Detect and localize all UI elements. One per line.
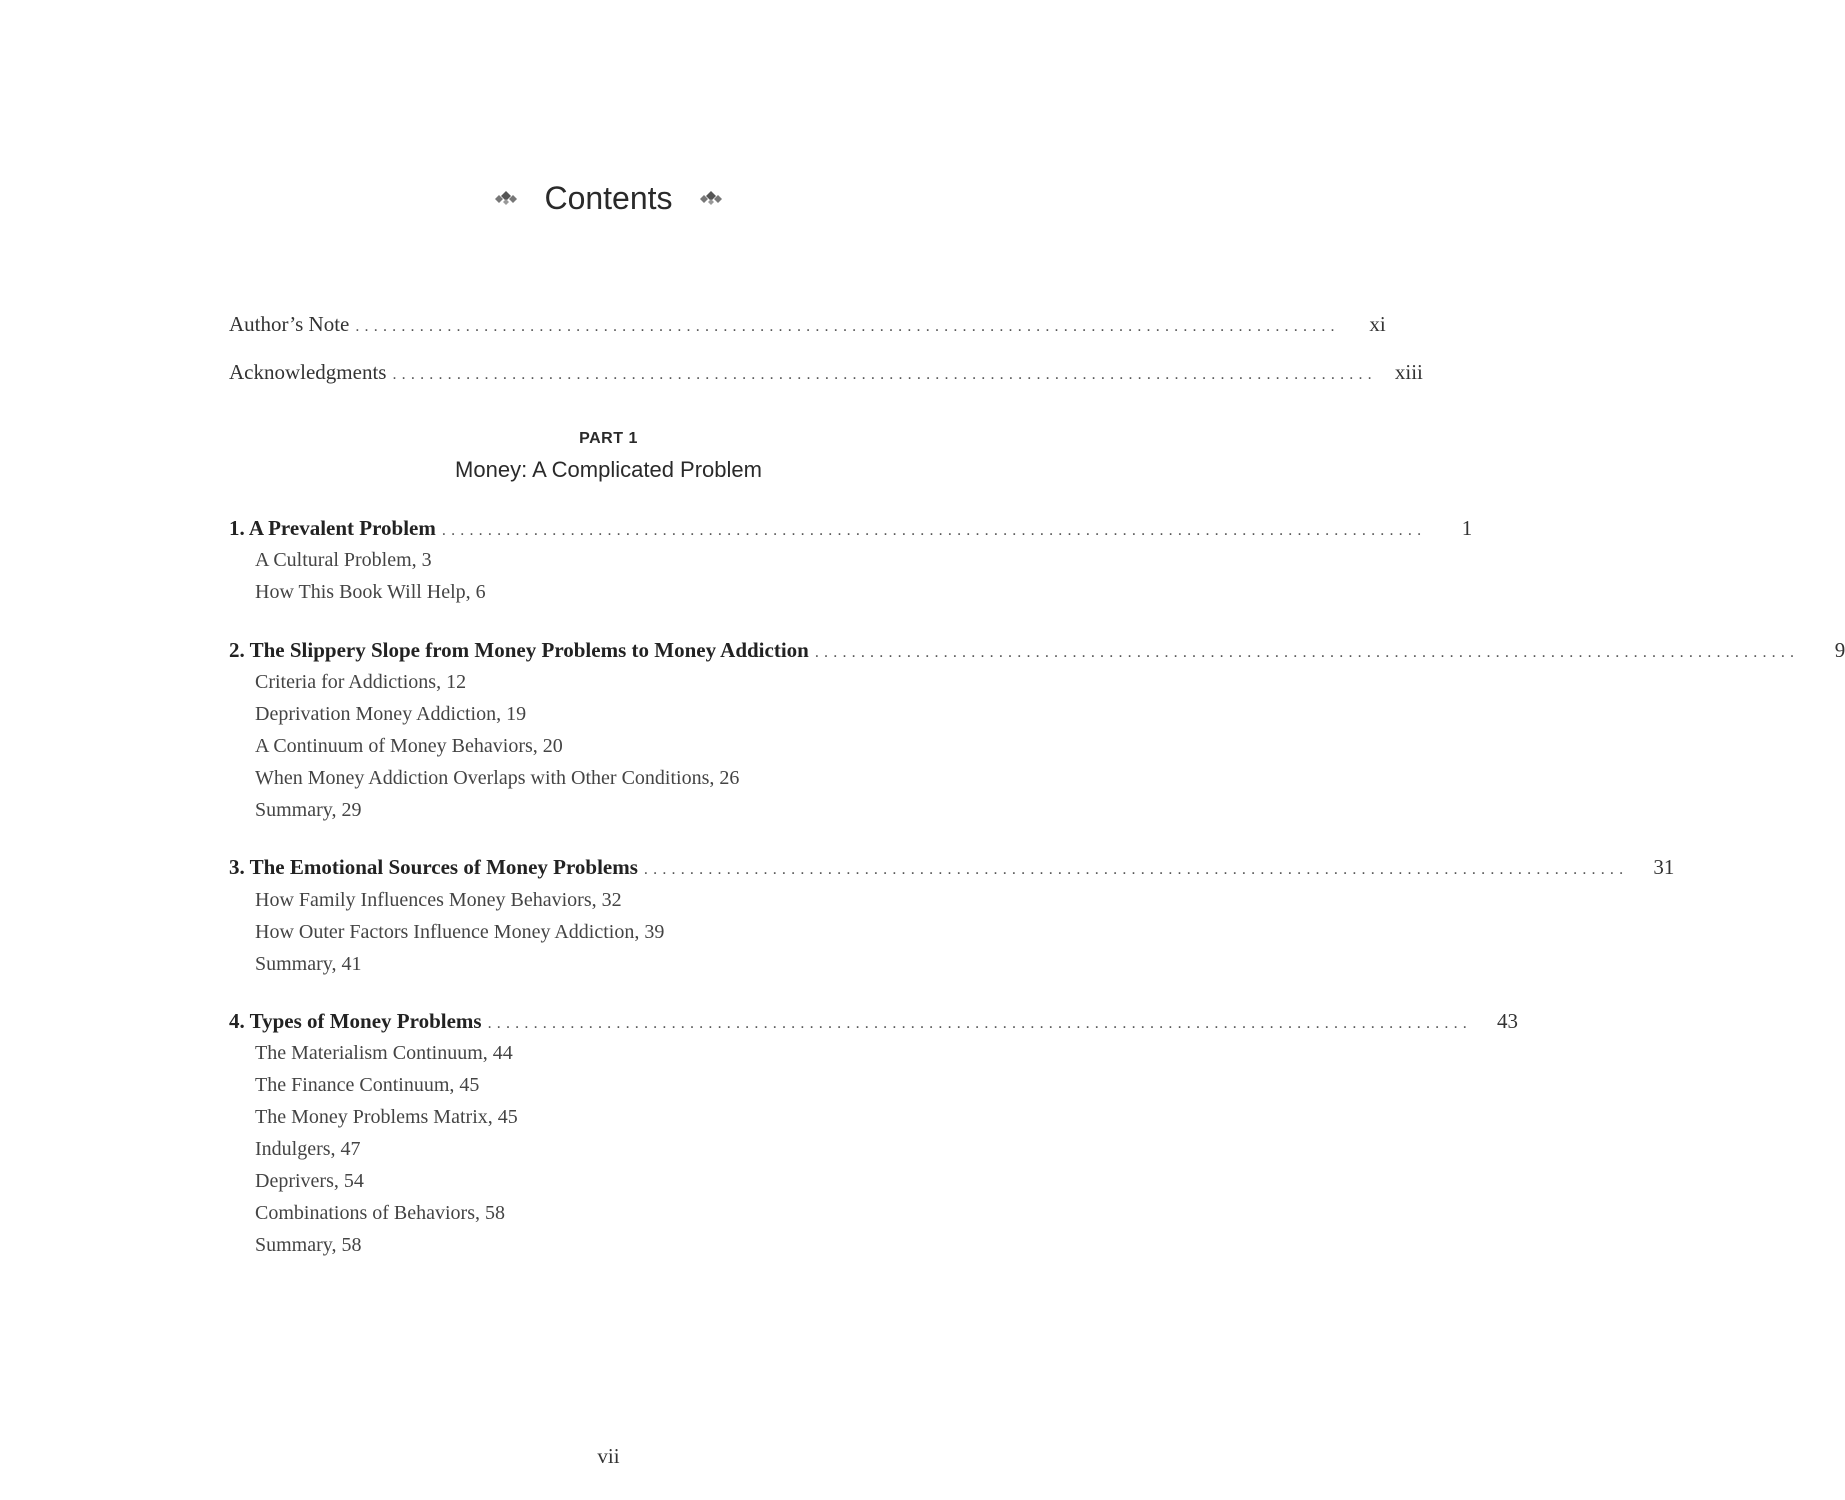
toc-chapter-1[interactable] xyxy=(229,514,1473,545)
toc-subentry[interactable]: Combinations of Behaviors, 58 xyxy=(255,1202,505,1224)
toc-chapter-page: 31 xyxy=(1653,855,1675,879)
toc-subentry[interactable]: Summary, 41 xyxy=(255,953,362,975)
toc-subentry[interactable]: The Materialism Continuum, 44 xyxy=(255,1042,513,1064)
toc-subentry[interactable]: When Money Addiction Overlaps with Other Conditions, 26 xyxy=(255,767,740,789)
page-number: vii xyxy=(597,1444,620,1468)
diamond-ornament-icon xyxy=(492,188,520,208)
toc-subentry[interactable]: How Family Influences Money Behaviors, 32 xyxy=(255,889,622,911)
toc-entry-label: Author’s Note xyxy=(229,312,350,336)
contents-heading xyxy=(0,176,1217,220)
toc-subentry[interactable]: Deprivation Money Addiction, 19 xyxy=(255,703,527,725)
toc-chapter-2[interactable] xyxy=(229,636,1845,667)
toc-entry-page: xiii xyxy=(1394,360,1423,384)
page-title: Contents xyxy=(544,180,673,216)
diamond-ornament-icon xyxy=(697,188,725,208)
dot-leader: ........................................................................................................... xyxy=(355,318,1340,335)
dot-leader: ........................................................................................................... xyxy=(441,522,1427,539)
part-title: Money: A Complicated Problem xyxy=(455,457,762,482)
toc-chapter-page: 43 xyxy=(1496,1009,1518,1033)
dot-leader: ........................................................................................................... xyxy=(392,366,1377,383)
toc-subentry[interactable]: Deprivers, 54 xyxy=(255,1170,364,1192)
toc-subentry[interactable]: How This Book Will Help, 6 xyxy=(255,581,486,603)
dot-leader: ........................................................................................................... xyxy=(487,1015,1472,1032)
toc-chapter-page: 1 xyxy=(1461,516,1473,540)
toc-subentry[interactable]: A Continuum of Money Behaviors, 20 xyxy=(255,735,563,757)
toc-subentry[interactable]: How Outer Factors Influence Money Addiction, 39 xyxy=(255,921,665,943)
toc-subentry[interactable]: The Finance Continuum, 45 xyxy=(255,1074,480,1096)
toc-chapter-4[interactable] xyxy=(229,1007,1518,1038)
toc-chapter-3[interactable] xyxy=(229,853,1675,884)
toc-entry-acknowledgments[interactable] xyxy=(229,358,1423,389)
toc-entry-page: xi xyxy=(1369,312,1386,336)
toc-subentry[interactable]: Indulgers, 47 xyxy=(255,1138,361,1160)
toc-subentry[interactable]: Summary, 58 xyxy=(255,1234,362,1256)
toc-chapter-page: 9 xyxy=(1834,638,1845,662)
toc-chapter-label: 4. Types of Money Problems xyxy=(229,1009,482,1033)
toc-subentry[interactable]: Summary, 29 xyxy=(255,799,362,821)
dot-leader: ........................................................................................................... xyxy=(814,644,1800,661)
part-label: PART 1 xyxy=(579,430,638,447)
toc-chapter-label: 2. The Slippery Slope from Money Problems to Money Addiction xyxy=(229,638,809,662)
toc-entry-label: Acknowledgments xyxy=(229,360,387,384)
toc-entry-authors-note[interactable] xyxy=(229,310,1386,341)
dot-leader: ........................................................................................................... xyxy=(643,861,1629,878)
toc-subentry[interactable]: A Cultural Problem, 3 xyxy=(255,549,432,571)
toc-subentry[interactable]: Criteria for Addictions, 12 xyxy=(255,671,467,693)
toc-subentry[interactable]: The Money Problems Matrix, 45 xyxy=(255,1106,518,1128)
toc-chapter-label: 1. A Prevalent Problem xyxy=(229,516,436,540)
toc-chapter-label: 3. The Emotional Sources of Money Problems xyxy=(229,855,638,879)
